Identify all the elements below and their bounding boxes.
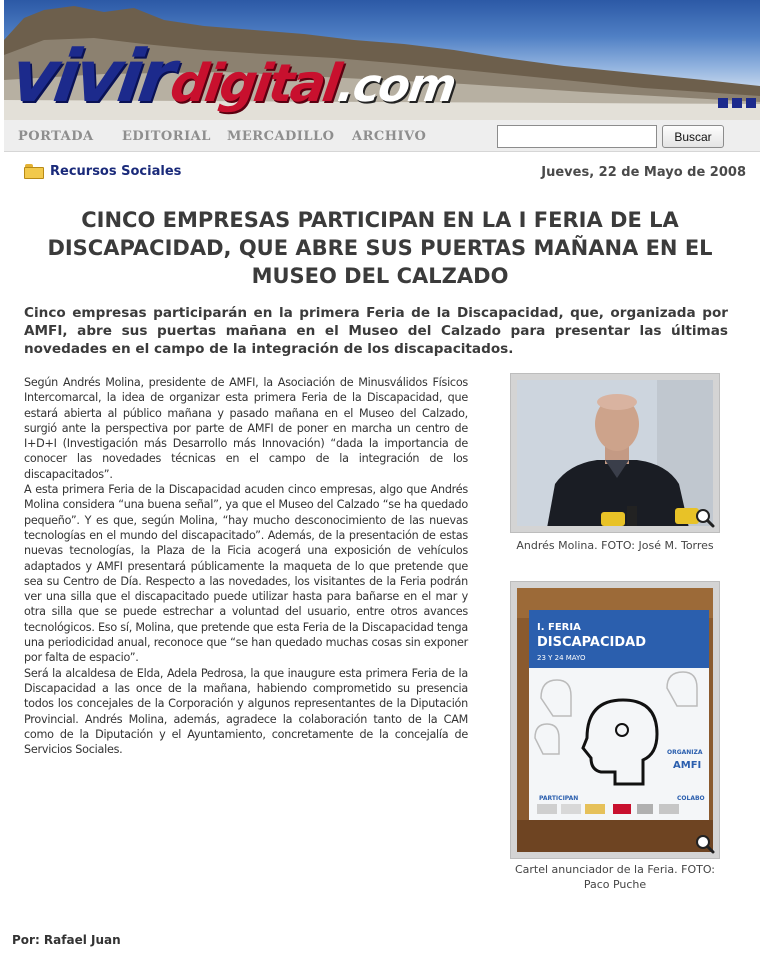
- site-logo[interactable]: [6, 34, 458, 118]
- article-headline: CINCO EMPRESAS PARTICIPAN EN LA I FERIA DE LA DISCAPACIDAD, QUE ABRE SUS PUERTAS MAÑANA EN EL MUSEO DEL CALZADO: [47, 208, 713, 288]
- photo-andres-molina-image: [517, 380, 713, 526]
- photo-caption: Cartel anunciador de la Feria. FOTO: Paco Puche: [514, 863, 716, 891]
- nav-item-portada[interactable]: PORTADA: [18, 129, 94, 144]
- logo-com: .com: [333, 58, 458, 112]
- article-paragraph: A esta primera Feria de la Discapacidad acuden cinco empresas, algo que Andrés Molina considera “una buena señal”, ya que el Museo del Calzado “se ha quedado pequeño”. Y es que, según Molina, “hay mucho desconocimiento de las nuevas tecnologías en el mundo del discapacitado”. Además, de la presentación de estas nuevas tecnologías, la Plaza de la Ficia acogerá una exposición de vehículos adaptados y AMFI presentará públicamente la maqueta de lo que pretende que sea su Centro de Día. Respecto a las novedades, los visitantes de la Feria podrán ver una silla que el discapacitado puede utilizar hasta para bañarse en el mar y otra silla que se puede estrechar a voluntad del usuario, entre otros avances tecnológicos. Eso sí, Molina, que pretende que esta Feria de la Discapacidad tenga una periodicidad anual, reconoce que “se han quedado muchas cosas sin exponer por falta de espacio”.: [24, 483, 468, 665]
- photo-andres-molina[interactable]: [510, 373, 720, 533]
- poster-organiza: ORGANIZA: [667, 749, 703, 756]
- article-body: [24, 375, 468, 757]
- photo-caption: Andrés Molina. FOTO: José M. Torres: [516, 539, 714, 552]
- main-nav: [4, 120, 760, 152]
- poster-colabora: COLABO: [677, 795, 705, 802]
- nav-item-editorial[interactable]: EDITORIAL: [122, 129, 211, 144]
- site-banner: [4, 0, 760, 120]
- section-label[interactable]: Recursos Sociales: [50, 164, 182, 179]
- poster-title-2: DISCAPACIDAD: [537, 635, 647, 650]
- photo-feria-poster-image: [517, 588, 713, 852]
- search-button[interactable]: Buscar: [662, 125, 724, 148]
- section-heading: [24, 164, 181, 179]
- banner-dot: [732, 98, 742, 108]
- banner-dots: [718, 98, 756, 108]
- article-paragraph: Será la alcaldesa de Elda, Adela Pedrosa, la que inaugure esta primera Feria de la Discapacidad a las once de la mañana, habiendo comprometido su presencia todos los concejales de la Corporación y algunos representantes de la Diputación Provincial. Andrés Molina, además, agradece la colaboración tanto de la CAM como de la Diputación y el Ayuntamiento, concretamente de la concejalía de Servicios Sociales.: [24, 666, 468, 757]
- zoom-icon[interactable]: [695, 508, 715, 528]
- article-paragraph: Según Andrés Molina, presidente de AMFI, la Asociación de Minusválidos Físicos Intercomarcal, la idea de organizar esta primera Feria de la Discapacidad, que estará abierta al público mañana y pasado mañana en el Museo del Calzado, surgió ante la perspectiva por parte de AMFI de poner en marcha un centro de I+D+I (Investigación más Desarrollo más Innovación) “dada la importancia de conocer las novedades técnicas en el campo de la integración de los discapacitados”.: [24, 376, 468, 481]
- photo-feria-poster[interactable]: [510, 581, 720, 859]
- poster-amfi: AMFI: [673, 760, 702, 771]
- folder-icon: [24, 164, 44, 179]
- banner-dot: [718, 98, 728, 108]
- poster-dates: 23 Y 24 MAYO: [537, 654, 586, 662]
- logo-vivir: vivir: [6, 34, 177, 118]
- logo-digital: digital: [166, 54, 342, 114]
- article-author: Por: Rafael Juan: [12, 933, 121, 947]
- banner-dot: [746, 98, 756, 108]
- article-lead: Cinco empresas participarán en la primera Feria de la Discapacidad, que, organizada por AMFI, abre sus puertas mañana en el Museo del Calzado para presentar las últimas novedades en el campo de la integración de los discapacitados.: [24, 305, 728, 357]
- search-input[interactable]: [497, 125, 657, 148]
- poster-title-1: I. FERIA: [537, 622, 581, 633]
- poster-participan: PARTICIPAN: [539, 795, 579, 802]
- zoom-icon[interactable]: [695, 834, 715, 854]
- publication-date: Jueves, 22 de Mayo de 2008: [541, 165, 746, 180]
- nav-item-mercadillo[interactable]: MERCADILLO: [227, 129, 335, 144]
- nav-item-archivo[interactable]: ARCHIVO: [352, 129, 427, 144]
